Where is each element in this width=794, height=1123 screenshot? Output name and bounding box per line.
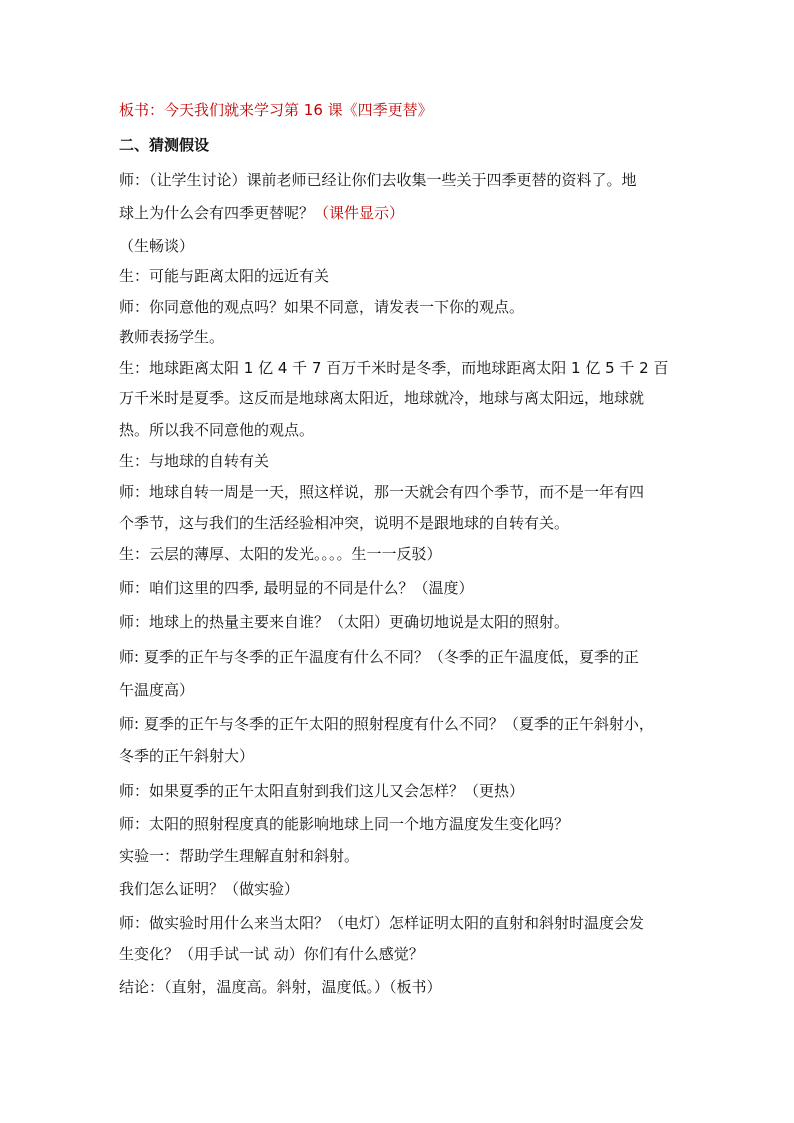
text-line [119,420,314,440]
text-run: 板书：今天我们就来学习第 16 课《四季更替》 [119,101,433,119]
text-run: 师：做实验时用什么来当太阳？（电灯）怎样证明太阳的直射和斜射时温度会发 [119,914,645,932]
text-run: 教师表扬学生。 [119,328,225,346]
text-line [119,544,442,564]
text-run: 生：与地球的自转有关 [119,452,270,470]
text-line [119,647,639,667]
text-line [119,266,329,286]
text-line [119,236,194,256]
text-run: 球上为什么会有四季更替呢？ [119,204,315,222]
text-line [119,913,644,933]
text-run: 生变化？（用手试一试 动）你们有什么感觉？ [119,945,424,963]
text-line [119,612,569,632]
text-run: 师：（让学生讨论）课前老师已经让你们去收集一些关于四季更替的资料了。地 [119,171,637,189]
text-line [119,513,569,533]
text-run: 师：如果夏季的正午太阳直射到我们这儿又会怎样？（更热） [119,782,525,800]
text-line [119,846,359,866]
text-run: 师：地球上的热量主要来自谁？（太阳）更确切地说是太阳的照射。 [119,613,570,631]
text-line [119,578,474,598]
text-line [119,170,637,190]
text-run: 万千米时是夏季。这反而是地球离太阳近，地球就冷，地球与离太阳远，地球就 [119,389,645,407]
text-run: 热。所以我不同意他的观点。 [119,421,315,439]
text-line [119,879,299,899]
text-run: 二、猜测假设 [119,136,210,154]
text-line [119,297,524,317]
text-line [119,358,668,378]
text-run: （课件显示） [314,204,405,222]
text-run: 师：咱们这里的四季, 最明显的不同是什么？（温度） [119,579,474,597]
text-run: 师: 夏季的正午与冬季的正午太阳的照射程度有什么不同？（夏季的正午斜射小， [119,715,654,733]
text-run: 师：你同意他的观点吗？如果不同意，请发表一下你的观点。 [119,298,525,316]
text-line [119,327,224,347]
text-line [119,203,404,223]
text-run: 生：地球距离太阳 1 亿 4 千 7 百万千米时是冬季，而地球距离太阳 1 亿 5 千 2 百 [119,359,669,377]
text-run: 结论：（直射，温度高。斜射，温度低。）（板书） [119,978,442,996]
text-run: 我们怎么证明？（做实验） [119,880,300,898]
text-line [119,944,424,964]
text-run: 个季节，这与我们的生活经验相冲突，说明不是跟地球的自转有关。 [119,514,570,532]
text-line [119,388,644,408]
text-run: 生：可能与距离太阳的远近有关 [119,267,330,285]
text-run: 生：云层的薄厚、太阳的发光。。。。生一一反驳） [119,545,442,563]
text-run: 师：太阳的照射程度真的能影响地球上同一个地方温度发生变化吗？ [119,815,570,833]
text-run: 师：地球自转一周是一天，照这样说，那一天就会有四个季节，而不是一年有四 [119,483,645,501]
text-run: 午温度高） [119,681,195,699]
text-line [119,977,442,997]
text-run: 冬季的正午斜射大） [119,747,255,765]
text-run: （生畅谈） [119,237,195,255]
text-run: 师: 夏季的正午与冬季的正午温度有什么不同？（冬季的正午温度低，夏季的正 [119,648,639,666]
text-line [119,135,209,155]
text-line [119,714,654,734]
text-line [119,680,194,700]
text-line [119,100,433,120]
text-line [119,451,269,471]
text-line [119,781,524,801]
text-line [119,814,569,834]
text-run: 实验一：帮助学生理解直射和斜射。 [119,847,360,865]
text-line [119,746,254,766]
text-line [119,482,644,502]
